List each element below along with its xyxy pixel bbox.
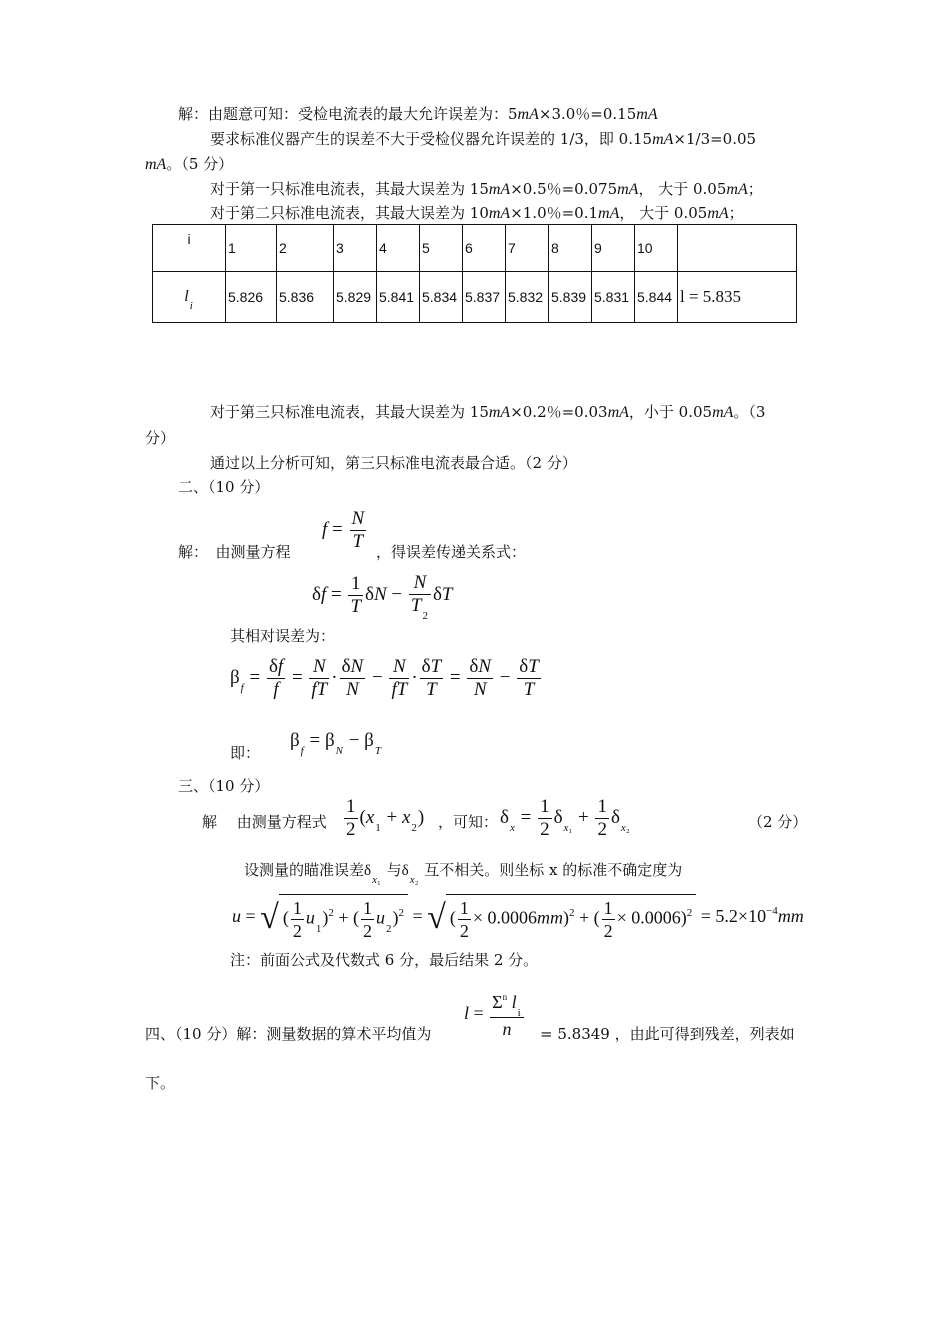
table-index-cell: 10 <box>635 225 678 272</box>
mean-equation: l = $\frac{\Sigma^n l_i}{n}$ <box>464 990 526 1040</box>
table-value-cell: 5.832 <box>506 272 549 323</box>
text-line-6: 对于第三只标准电流表，其最大误差为 15mA×0.2％=0.03mA，小于 0.05mA。（3 <box>210 403 766 421</box>
section-4-tail: = 5.8349 ，由此可得到残差，列表如 <box>540 1025 795 1043</box>
table-index-cell: 9 <box>592 225 635 272</box>
text-line-8: 通过以上分析可知，第三只标准电流表最合适。（2 分） <box>210 454 577 472</box>
coordinate-equation: $\frac{1}{2}$ $(x_1 + x_2)$ <box>346 796 425 840</box>
section-3-heading: 三、（10 分） <box>178 777 270 795</box>
section-3-intro-2: ，可知： <box>438 813 499 831</box>
text-line-1: 解：由题意可知：受检电流表的最大允许误差为：5mA×3.0％=0.15mA <box>178 105 658 123</box>
text-line-2: 要求标准仪器产生的误差不大于受检仪器允许误差的 1/3，即 0.15mA×1/3=0.05 <box>210 130 757 148</box>
section-4-last: 下。 <box>145 1074 176 1092</box>
measurement-table <box>152 224 797 323</box>
section-2-heading: 二、（10 分） <box>178 478 270 496</box>
table-value-cell: 5.829 <box>334 272 377 323</box>
section-3-note: 注：前面公式及代数式 6 分，最后结果 2 分。 <box>230 951 539 969</box>
section-2-so-label: 即： <box>230 744 261 762</box>
table-index-cell: 8 <box>549 225 592 272</box>
table-index-cell: 1 <box>226 225 277 272</box>
section-2-intro: 解： 由测量方程 <box>178 543 291 561</box>
table-empty-cell <box>678 225 797 272</box>
relative-error-label: 其相对误差为： <box>230 627 336 645</box>
table-value-cell: 5.826 <box>226 272 277 323</box>
table-value-cell: 5.831 <box>592 272 635 323</box>
measurement-equation: f = $\frac{N}{T}$ <box>322 508 365 552</box>
table-value-cell: 5.841 <box>377 272 420 323</box>
section-3-score: （2 分） <box>748 813 808 831</box>
coordinate-error-equation: $\delta_x$ = $\frac{1}{2}$ $\delta_{x_1}$ + $\frac{1}{2}$ $\delta_{x_2}$ <box>500 796 630 840</box>
relative-error-equation: $\beta_f$ = $\frac{\delta f}{f}$ = $\frac{N}{fT}$ · $\frac{\delta N}{N}$ − $\frac{N}{fT}$ · $\frac{\delta T}{T}$ = $\frac{\delta N}{N}$ − $\frac{\delta T}{T}$ <box>230 656 539 700</box>
table-row-label: $l_i$ <box>153 272 226 323</box>
table-index-cell: 4 <box>377 225 420 272</box>
table-index-cell: 2 <box>277 225 334 272</box>
section-2-intro-2: ，得误差传递关系式： <box>376 543 527 561</box>
table-index-cell: 6 <box>463 225 506 272</box>
section-3-intro: 解 由测量方程式 <box>202 813 327 831</box>
table-value-cell: 5.839 <box>549 272 592 323</box>
error-propagation-equation: δf = $\frac{1}{T}$ δN − $\frac{N}{T_2}$ δT <box>312 572 453 622</box>
relative-error-result: $\beta_f = \beta_N - \beta_T$ <box>290 730 381 757</box>
table-index-cell: 7 <box>506 225 549 272</box>
table-index-cell: 3 <box>334 225 377 272</box>
text-line-7: 分） <box>145 429 176 447</box>
table-index-cell: 5 <box>420 225 463 272</box>
section-4-heading: 四、（10 分）解：测量数据的算术平均值为 <box>145 1025 432 1043</box>
table-header-label: i <box>153 225 226 272</box>
table-value-cell: 5.844 <box>635 272 678 323</box>
table-mean-cell: l = 5.835 <box>678 272 797 323</box>
table-value-cell: 5.834 <box>420 272 463 323</box>
text-line-5: 对于第二只标准电流表，其最大误差为 10mA×1.0％=0.1mA， 大于 0.05mA； <box>210 204 744 222</box>
section-3-line-2: 设测量的瞄准误差$\delta_{x_1}$ 与$\delta_{x_2}$ 互不相关。则坐标 x 的标准不确定度为 <box>244 861 683 886</box>
table-value-cell: 5.837 <box>463 272 506 323</box>
text-line-4: 对于第一只标准电流表，其最大误差为 15mA×0.5％=0.075mA， 大于 0.05mA； <box>210 180 763 198</box>
text-line-3: mA。（5 分） <box>145 155 234 173</box>
uncertainty-equation: u = √ ( $\frac{1}{2}$ $u_1)^2$ + ( $\frac{1}{2}$ $u_2)^2$ = √ ( $\frac{1}{2}$ × 0.0006mm)$^2$ + ( $\frac{1}{2}$ × $0.0006)^2 = 5.2\times 10^{-4}mm$ <box>232 894 804 942</box>
table-value-cell: 5.836 <box>277 272 334 323</box>
